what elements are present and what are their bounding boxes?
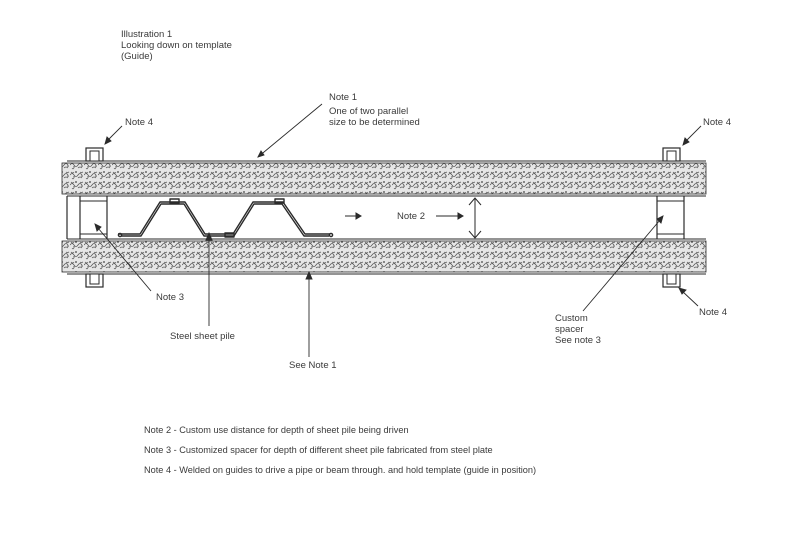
custom-spacer-callout-1: Custom	[555, 313, 588, 324]
guide-top-left	[86, 148, 103, 161]
dimension-arrow	[469, 198, 481, 238]
note2-text: Note 2 - Custom use distance for depth of sheet pile being driven	[144, 425, 409, 435]
guide-bottom-right	[663, 274, 680, 287]
note4-text: Note 4 - Welded on guides to drive a pipe or beam through. and hold template (guide in position)	[144, 465, 537, 475]
steel-sheet-pile-callout: Steel sheet pile	[170, 331, 235, 342]
custom-spacer-callout-3: See note 3	[555, 335, 601, 346]
illustration-title: Illustration 1	[121, 29, 173, 40]
note2-leader	[436, 213, 463, 219]
top-beam	[62, 161, 706, 196]
illustration-subtitle: Looking down on template	[121, 40, 232, 51]
see-note1-callout: See Note 1	[289, 360, 337, 371]
illustration-subtitle-guide: (Guide)	[121, 51, 153, 62]
note4-callout-right-top: Note 4	[703, 117, 731, 128]
notes-list	[144, 425, 536, 485]
note1-callout-line2: size to be determined	[329, 117, 420, 128]
note3-callout: Note 3	[156, 292, 184, 303]
guide-top-right	[663, 148, 680, 161]
note4-callout-right-bottom: Note 4	[699, 307, 727, 318]
guide-bottom-left	[86, 274, 103, 287]
illustration-title-block	[121, 29, 232, 62]
note2-callout: Note 2	[397, 211, 425, 222]
steel-sheet-pile	[118, 199, 333, 237]
leader-lines	[95, 104, 701, 357]
note4-callout-left: Note 4	[125, 117, 153, 128]
note1-callout-line1: One of two parallel	[329, 106, 409, 117]
custom-spacer-callout-2: spacer	[555, 324, 584, 335]
direction-arrow	[345, 213, 361, 219]
note3-text: Note 3 - Customized spacer for depth of different sheet pile fabricated from steel plate	[144, 445, 493, 455]
note1-callout-title: Note 1	[329, 92, 357, 103]
spacer-left	[67, 196, 107, 239]
bottom-beam	[62, 239, 706, 274]
